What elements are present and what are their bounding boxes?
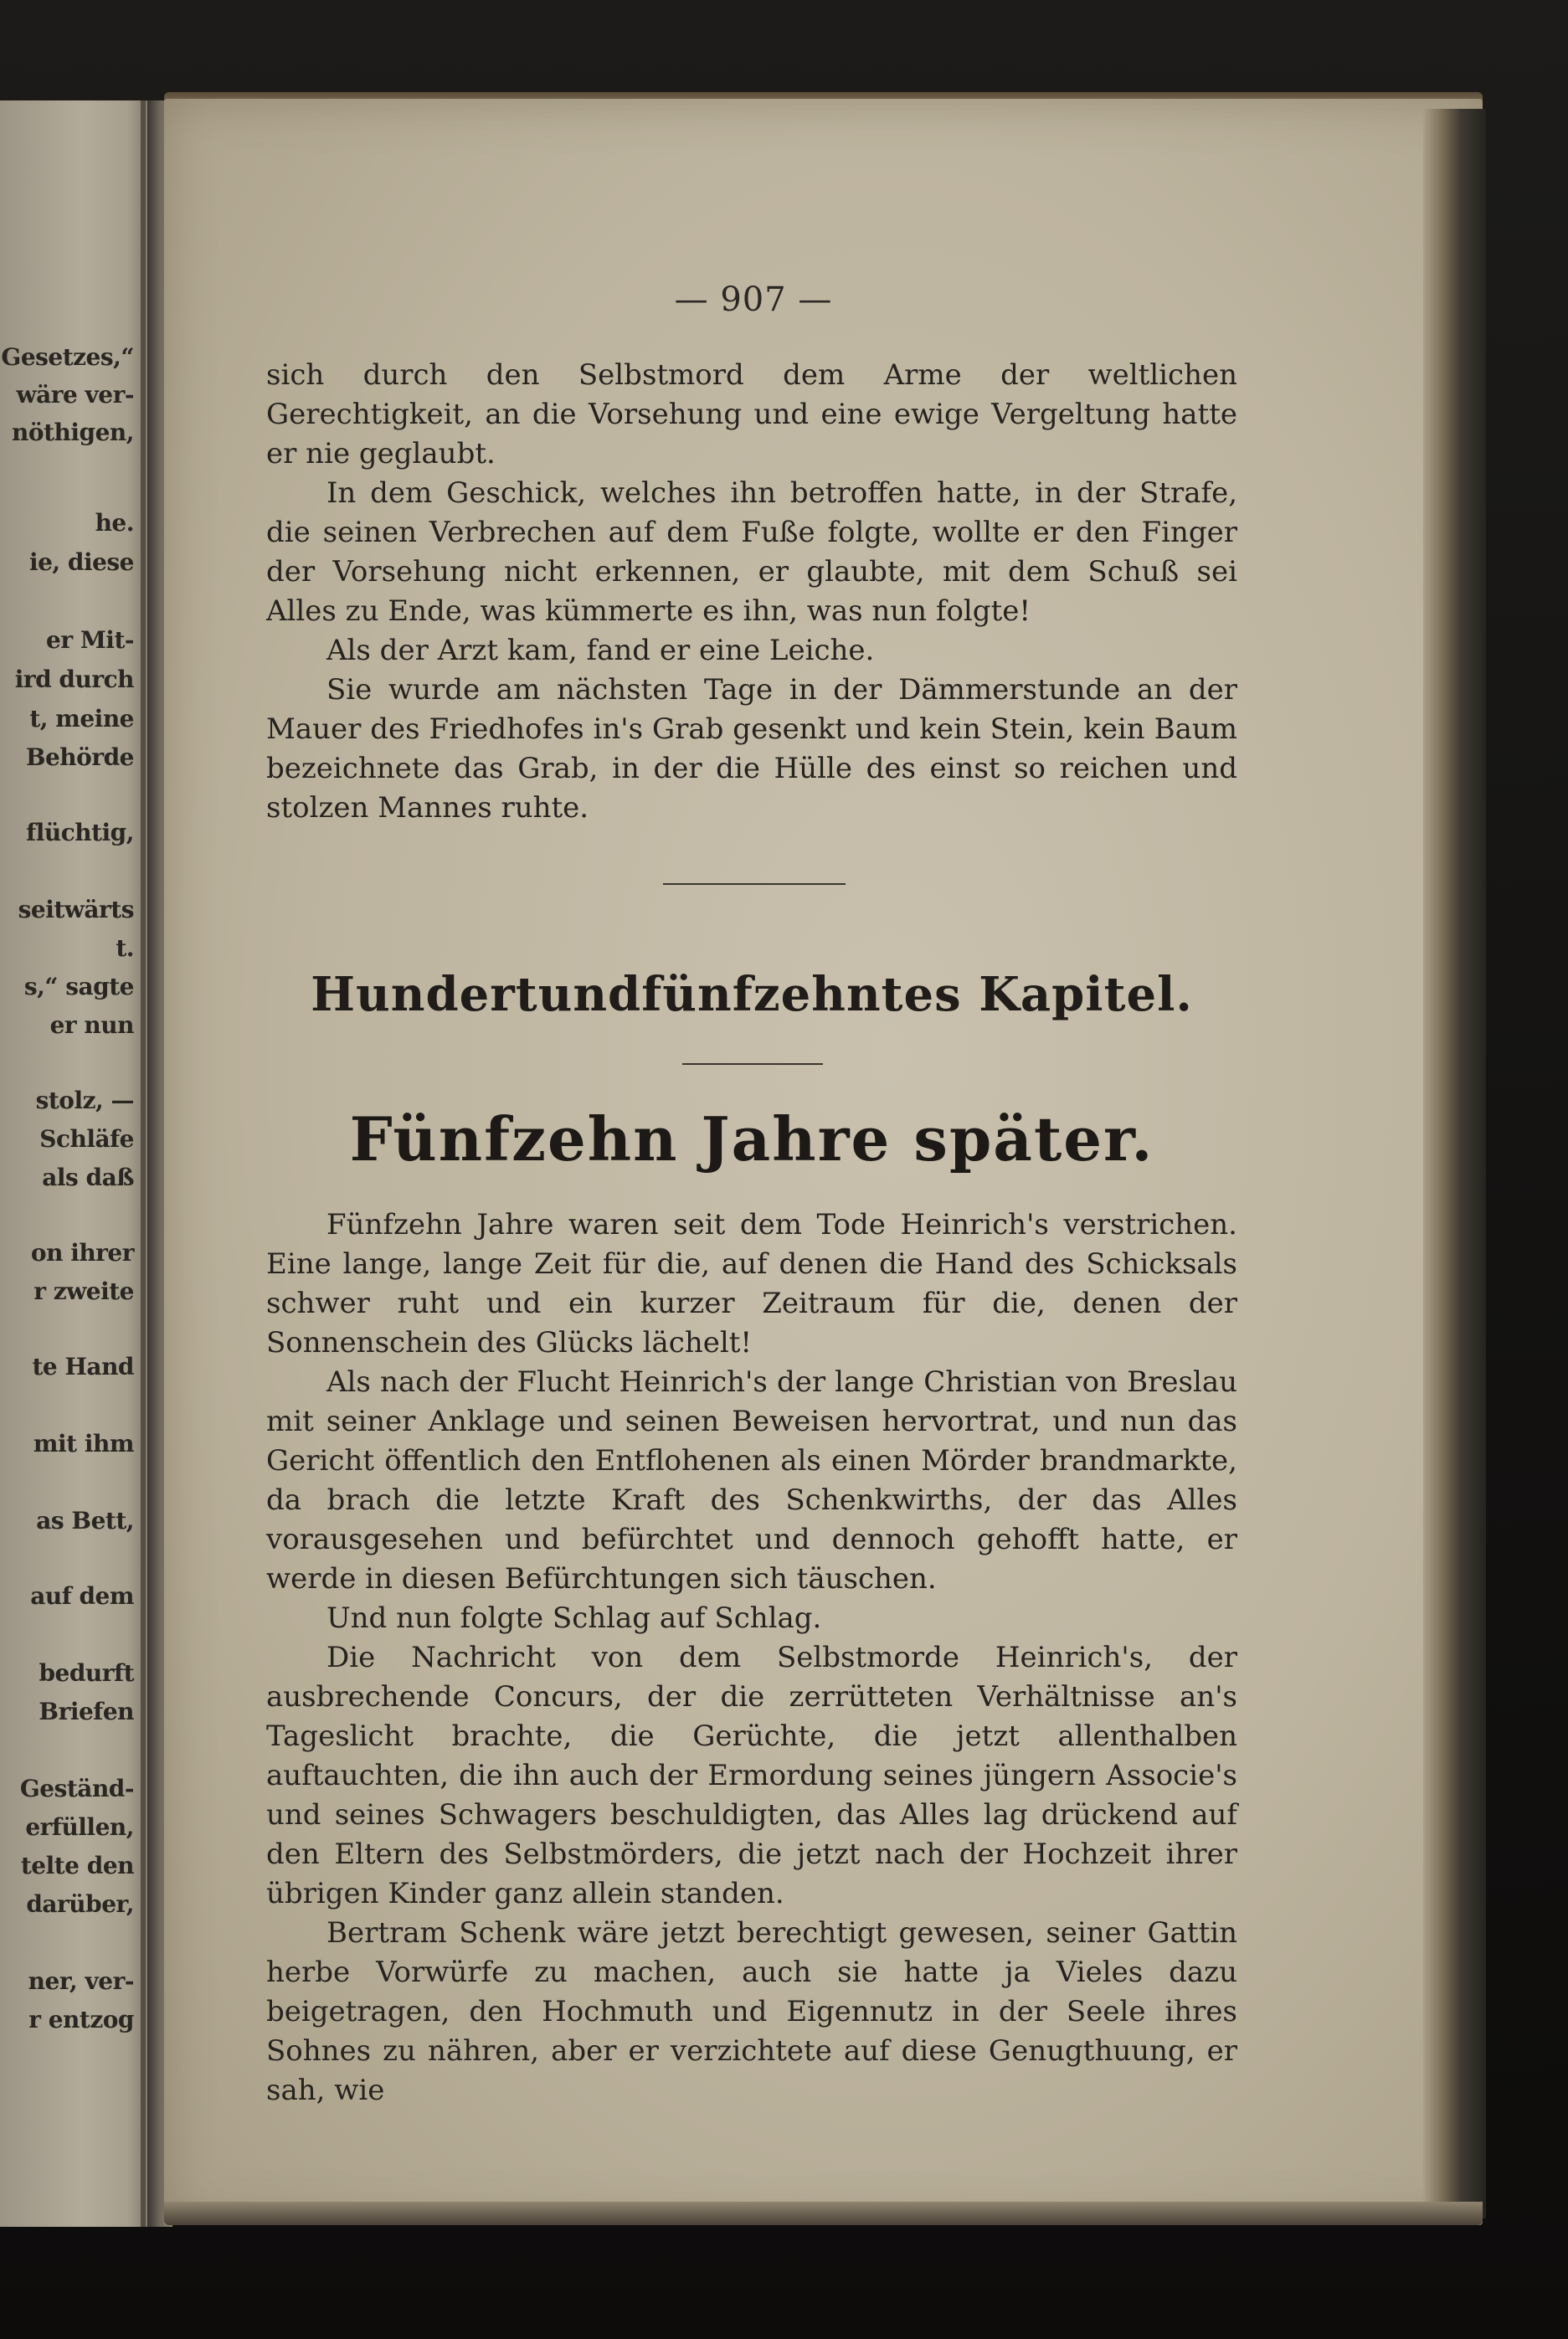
chapter-title: Hundertundfünfzehntes Kapitel. [311,967,1193,1022]
paragraph: Die Nachricht von dem Selbstmorde Heinrich's, der ausbrechende Concurs, der die zerrütteten Verhältnisse an's Tageslicht brachte, die Gerüchte, die jetzt allenthalben auftauchten, die ihn auch der Ermordung seines jüngern Associe's und seines Schwagers beschuldigten, das Alles lag drückend auf den Eltern des Selbstmörders, die jetzt nach der Hochzeit ihrer übrigen Kinder ganz allein standen. [266,1641,1237,1910]
page-number: — 907 — [674,280,833,319]
paragraph: Fünfzehn Jahre waren seit dem Tode Heinrich's verstrichen. Eine lange, lange Zeit für die, auf denen die Hand des Schicksals schwer ruht und ein kurzer Zeitraum für die, denen der Sonnenschein des Glücks lächelt! [266,1208,1237,1360]
chapter-subtitle: Fünfzehn Jahre später. [349,1103,1154,1175]
left-fragment: stolz, — [35,1087,134,1114]
left-fragment: darüber, [26,1890,134,1918]
left-fragment: er Mit- [46,626,134,654]
paragraph: sich durch den Selbstmord dem Arme der weltlichen Gerechtigkeit, an die Vorsehung und eine ewige Vergeltung hatte er nie geglaubt. [266,358,1237,470]
left-fragment: seitwärts [18,896,134,923]
left-fragment: flüchtig, [26,819,134,846]
left-fragment: auf dem [30,1582,134,1610]
left-fragment: t, meine [29,705,134,733]
left-fragment: t. [116,934,134,962]
left-fragment: wäre ver- [16,381,134,409]
paragraph: Sie wurde am nächsten Tage in der Dämmerstunde an der Mauer des Friedhofes in's Grab gesenkt und kein Stein, kein Baum bezeichnete das Grab, in der die Hülle des einst so reichen und stolzen Mannes ruhte. [266,673,1237,825]
left-page-edge [141,100,146,2227]
left-fragment: ie, diese [28,548,134,576]
left-fragment: as Bett, [36,1507,134,1534]
page-right-edge [1423,109,1486,2218]
left-fragment: telte den [20,1852,134,1879]
left-fragment: r entzog [28,2006,134,2033]
left-fragment: Briefen [39,1698,134,1725]
left-fragment: mit ihm [33,1430,134,1457]
left-fragment: Behörde [25,743,134,771]
paragraph: Bertram Schenk wäre jetzt berechtigt gewesen, seiner Gattin herbe Vorwürfe zu machen, auch sie hatte ja Vieles dazu beigetragen, den Hochmuth und Eigennutz in der Seele ihres Sohnes zu nähren, aber er verzichtete auf diese Genugthuung, er sah, wie [266,1916,1237,2107]
left-fragment: he. [95,509,134,537]
title-divider [682,1063,823,1065]
left-fragment: r zweite [33,1277,134,1305]
left-fragment: Gesetzes,“ [1,343,134,371]
left-fragment: Geständ- [19,1775,134,1802]
left-fragment: er nun [49,1011,134,1039]
left-fragment: te Hand [32,1353,134,1380]
paragraph: Und nun folgte Schlag auf Schlag. [326,1601,822,1635]
left-fragment: erfüllen, [25,1813,134,1841]
left-fragment: nöthigen, [12,419,134,446]
left-fragment: als daß [42,1164,134,1191]
left-fragment: Schläfe [39,1125,134,1153]
page-bottom-edge [164,2202,1483,2225]
continuation-text [266,356,1237,828]
left-fragment: bedurft [39,1659,134,1687]
left-page [0,100,151,2227]
paragraph: Als der Arzt kam, fand er eine Leiche. [326,634,875,667]
paragraph: In dem Geschick, welches ihn betroffen hatte, in der Strafe, die seinen Verbrechen auf dem Fuße folgte, wollte er den Finger der Vorsehung nicht erkennen, er glaubte, mit dem Schuß sei Alles zu Ende, was kümmerte es ihn, was nun folgte! [266,476,1237,628]
left-fragment: s,“ sagte [23,973,134,1000]
chapter-text [266,1205,1237,2110]
paragraph: Als nach der Flucht Heinrich's der lange Christian von Breslau mit seiner Anklage und seinen Beweisen hervortrat, und nun das Gericht öffentlich den Entflohenen als einen Mörder brandmarkte, da brach die letzte Kraft des Schenkwirths, der das Alles vorausgesehen und befürchtet und dennoch gehofft hatte, er werde in diesen Befürchtungen sich täuschen. [266,1365,1237,1596]
left-fragment: ner, ver- [28,1967,134,1995]
section-divider [663,883,846,885]
left-fragment: ird durch [14,666,134,693]
left-fragment: on ihrer [30,1239,134,1267]
